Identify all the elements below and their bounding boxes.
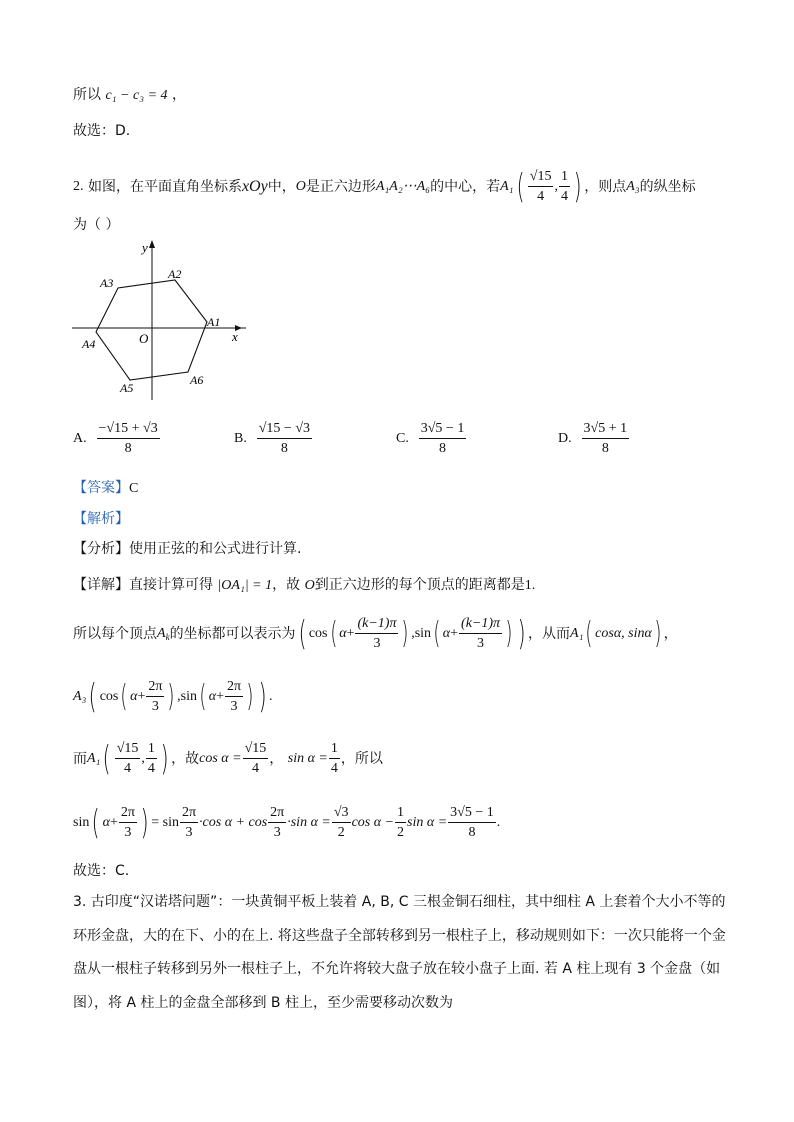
hexagon-figure — [70, 238, 250, 403]
hexagon-label: A₁A₂⋯A₆ — [375, 179, 431, 194]
fraction: $\frac{1}{4}$ — [147, 741, 155, 776]
option-fraction: $\frac{-√15 + √3}{8}$ — [98, 421, 158, 456]
vertex-label-a2: A2 — [168, 267, 182, 281]
target-label: A₃ — [626, 179, 640, 194]
fraction: $\frac{2\pi}{3}$ — [181, 805, 197, 840]
option-d[interactable] — [558, 422, 630, 456]
center-label: O — [295, 179, 306, 194]
fenxi-line — [73, 542, 301, 556]
vertex-label-a6: A6 — [190, 373, 204, 387]
fenxi-tag: 【分析】 — [73, 541, 129, 557]
alpha: α — [208, 689, 217, 704]
text: ， — [663, 626, 678, 642]
period: . — [496, 815, 501, 830]
text: ，所以 — [340, 751, 383, 767]
fenxi-text: 使用正弦的和公式进行计算. — [129, 541, 302, 557]
left-paren: ( — [89, 677, 98, 717]
math-expression: = sin — [151, 815, 179, 830]
fraction: $\frac{√3}{2}$ — [333, 805, 349, 840]
text: ，从而 — [528, 626, 571, 642]
right-paren: ) — [505, 616, 513, 651]
fraction: $\frac{(k-1)\pi}{3}$ — [357, 616, 397, 651]
value: 1. — [524, 578, 536, 593]
sin-fn: sin — [180, 689, 197, 704]
option-letter: C. — [396, 431, 409, 446]
option-fraction: $\frac{3√5 + 1}{8}$ — [583, 421, 628, 456]
right-paren: ) — [654, 616, 662, 651]
fraction: $\frac{2\pi}{3}$ — [148, 679, 163, 714]
text: 直接计算可得 — [129, 577, 213, 593]
math-expression: cosα, sinα — [595, 626, 652, 641]
plus: + — [450, 626, 459, 641]
analysis-tag: 【解析】 — [73, 511, 129, 527]
fraction: $\frac{3√5 - 1}{8}$ — [450, 805, 494, 840]
final-computation-line — [73, 803, 501, 843]
vertex-ak: $A_k$ — [157, 625, 170, 642]
left-paren: ( — [329, 616, 337, 651]
text: 到正六边形的每个顶点的距离都是 — [314, 577, 525, 593]
question-3-line-1: 3. 古印度“汉诺塔问题”：一块黄铜平板上装着 A, B, C 三根金铜石细柱，其中细柱 A 上套着个大小不等的 — [73, 894, 726, 910]
fraction: $\frac{(k-1)\pi}{3}$ — [461, 616, 501, 651]
alpha: α — [102, 815, 110, 830]
vertex-label-a1: A1 — [207, 315, 221, 329]
math-expression: sin α = — [287, 751, 328, 766]
text-suffix: ， — [171, 87, 186, 103]
stem-text: ，则点 — [584, 179, 627, 195]
axis-label-y: y — [142, 240, 148, 255]
fraction: $\frac{√15}{4}$ — [529, 169, 552, 204]
plus: + — [109, 815, 118, 830]
right-paren: ) — [258, 677, 267, 717]
fraction: $\frac{2\pi}{3}$ — [226, 679, 242, 714]
period: . — [269, 689, 273, 704]
text: ， — [269, 751, 284, 767]
axis-label-x: x — [232, 329, 238, 344]
question-number: 2. — [73, 179, 84, 194]
answer-tag: 【答案】 — [73, 480, 129, 496]
right-paren: ) — [573, 167, 582, 207]
text: ，故 — [272, 577, 301, 593]
vertex-label-a3: A3 — [100, 276, 114, 290]
right-paren: ) — [140, 803, 149, 843]
point-label: A₃ — [73, 689, 87, 704]
choice-line: 故选：C. — [73, 863, 130, 879]
fraction: $\frac{1}{2}$ — [397, 805, 405, 840]
left-paren: ( — [298, 614, 307, 654]
xiangjie-line — [73, 578, 535, 593]
point-label: O — [304, 578, 315, 593]
y-axis-arrow — [149, 240, 155, 248]
fraction: $\frac{1}{4}$ — [560, 169, 568, 204]
cos-fn: cos — [99, 689, 119, 704]
right-paren: ) — [401, 616, 409, 651]
option-letter: B. — [234, 431, 247, 446]
right-paren: ) — [160, 739, 169, 779]
option-a[interactable] — [73, 422, 161, 456]
fraction: $\frac{√15}{4}$ — [116, 741, 139, 776]
vertex-formula-line: 所以每个顶点 $A_k$ 的坐标都可以表示为 ( cos ( α + $\frac{(k-1)\pi}{3}$ ) , sin ( α + $\frac{(k-1)\pi}{3}$ ) ) ，从而 A₁ ( cosα, sinα ) ， — [73, 614, 678, 654]
sin-fn: sin — [73, 815, 90, 830]
stem-text: 的纵坐标 — [639, 179, 696, 195]
answer-line — [73, 481, 138, 496]
math-expression: ·sin α = — [287, 815, 331, 830]
a3-formula-line: A₃ ( cos ( α + $\frac{2\pi}{3}$ ) , sin ( α + $\frac{2\pi}{3}$ ) ) . — [73, 677, 273, 717]
question-2-stem-tail: 为（ ） — [73, 217, 120, 233]
origin-label: O — [139, 331, 149, 346]
option-fraction: $\frac{3√5 - 1}{8}$ — [420, 421, 465, 456]
given-line: 而 A₁ ( $\frac{√15}{4}$ , $\frac{1}{4}$ ) ，故 cos α = $\frac{√15}{4}$ ， sin α = $\frac{1}{4}$ ，所以 — [73, 739, 383, 779]
vertex-label-a4: A4 — [82, 337, 96, 351]
left-paren: ( — [199, 679, 207, 714]
math-expression: c₁ − c₃ = 4 — [105, 88, 168, 103]
fraction: $\frac{1}{4}$ — [330, 741, 338, 776]
left-paren: ( — [91, 803, 100, 843]
cos-fn: cos — [308, 626, 328, 641]
math-expression: sin α = — [407, 815, 448, 830]
option-letter: D. — [558, 431, 572, 446]
text-prefix: 所以 — [73, 87, 101, 103]
answer-value: C — [129, 481, 139, 496]
left-paren: ( — [120, 679, 128, 714]
fraction: $\frac{√15}{4}$ — [244, 741, 267, 776]
fraction: $\frac{2\pi}{3}$ — [120, 805, 135, 840]
question-3-line-4: 图），将 A 柱上的金盘全部移到 B 柱上，至少需要移动次数为 — [73, 995, 453, 1011]
stem-text: 中， — [267, 179, 296, 195]
vertex-label-a5: A5 — [120, 381, 134, 395]
fraction: $\frac{2\pi}{3}$ — [270, 805, 285, 840]
text: 的坐标都可以表示为 — [169, 626, 296, 642]
text: 所以每个顶点 — [73, 626, 157, 642]
left-paren: ( — [516, 167, 525, 207]
xiangjie-tag: 【详解】 — [73, 577, 129, 593]
right-paren: ) — [167, 679, 175, 714]
right-paren: ) — [517, 614, 526, 654]
coordinate-system: xOy — [241, 178, 268, 195]
point-label: A₁ — [500, 179, 514, 194]
math-expression: cos α − — [351, 815, 395, 830]
text: ，故 — [171, 751, 200, 767]
plus: + — [216, 689, 224, 704]
left-paren: ( — [103, 739, 112, 779]
stem-text: 是正六边形 — [305, 179, 376, 195]
left-paren: ( — [585, 616, 593, 651]
question-3-line-3: 盘从一根柱子转移到另外一根柱子上，不允许将较大盘子放在较小盘子上面. 若 A 柱上现有 3 个金盘（如 — [73, 961, 721, 977]
stem-text: 的中心，若 — [430, 179, 501, 195]
point-label: A₁ — [87, 751, 101, 766]
plus: + — [346, 626, 355, 641]
point-label: A₁ — [570, 626, 584, 641]
question-3-line-2: 环形金盘，大的在下、小的在上. 将这些盘子全部转移到另一根柱子上，移动规则如下：一次只能将一个金 — [73, 928, 726, 944]
math-expression: |OA₁| = 1 — [217, 578, 273, 593]
plus: + — [137, 689, 146, 704]
alpha: α — [442, 626, 451, 641]
option-c[interactable] — [396, 422, 467, 456]
question-2-stem: 2. 如图，在平面直角坐标系 xOy 中， O 是正六边形 A₁A₂⋯A₆ 的中心，若 A₁ ( $\frac{√15}{4}$ , $\frac{1}{4}$ ) ，则点 A₃ 的纵坐标 — [73, 167, 696, 207]
alpha: α — [130, 689, 138, 704]
math-expression: cos α = — [199, 751, 242, 766]
stem-text: 如图，在平面直角坐标系 — [87, 179, 242, 195]
alpha: α — [339, 626, 347, 641]
text: 而 — [73, 751, 87, 767]
option-fraction: $\frac{√15 - √3}{8}$ — [258, 421, 311, 456]
left-paren: ( — [433, 616, 441, 651]
option-b[interactable] — [234, 422, 313, 456]
sin-fn: sin — [414, 626, 432, 641]
right-paren: ) — [246, 679, 254, 714]
option-letter: A. — [73, 431, 87, 446]
math-expression: ·cos α + cos — [199, 815, 268, 830]
text-line — [73, 88, 186, 103]
choice-line: 故选：D. — [73, 123, 131, 139]
